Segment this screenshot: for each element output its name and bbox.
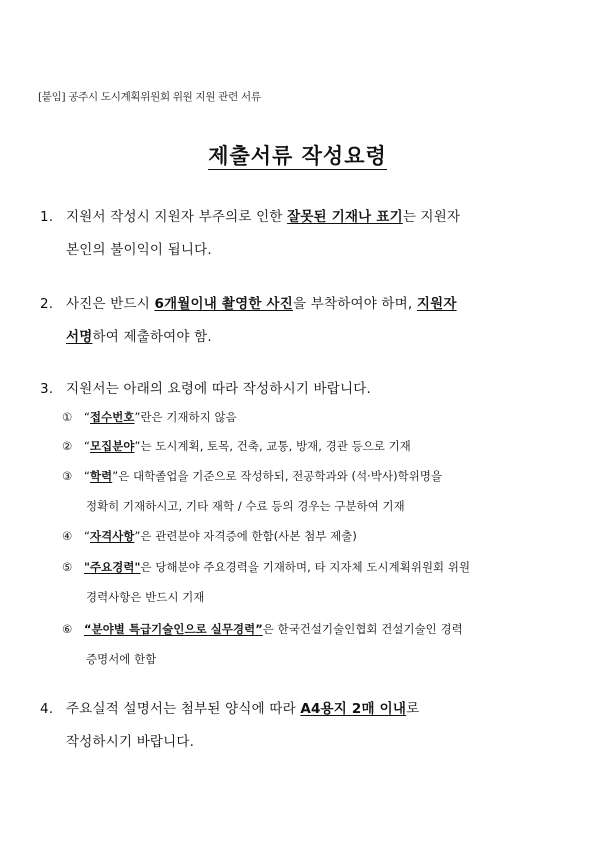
list-item-1-continuation: 본인의 불이익이 됩니다. <box>66 242 212 258</box>
sub-item-2: ② “모집분야”는 도시계획, 토목, 건축, 교통, 방재, 경관 등으로 기재 <box>62 439 411 453</box>
list-item-4-continuation: 작성하시기 바랍니다. <box>66 734 195 750</box>
page-title: 제출서류 작성요령 <box>208 144 387 168</box>
list-item-1: 1. 지원서 작성시 지원자 부주의로 인한 잘못된 기재나 표기는 지원자 <box>40 209 461 225</box>
list-item-3: 3. 지원서는 아래의 요령에 따라 작성하시기 바랍니다. <box>40 381 372 397</box>
list-item-2: 2. 사진은 반드시 6개월이내 촬영한 사진을 부착하여야 하며, 지원자 <box>40 296 457 312</box>
sub-item-6: ⑥ “분야별 특급기술인으로 실무경력”은 한국건설기술인협회 건설기술인 경력 <box>62 622 463 636</box>
list-item-2-continuation: 서명하여 제출하여야 함. <box>66 329 212 345</box>
attachment-header: [붙임] 공주시 도시계획위원회 위원 지원 관련 서류 <box>38 91 261 103</box>
sub-item-3: ③ “학력”은 대학졸업을 기준으로 작성하되, 전공학과와 (석·박사)학위명을 <box>62 469 443 483</box>
sub-item-5: ⑤ "주요경력"은 당해분야 주요경력을 기재하며, 타 지자체 도시계획위원회 위원 <box>62 560 471 574</box>
sub-item-3-continuation: 정확히 기재하시고, 기타 재학 / 수료 등의 경우는 구분하여 기재 <box>86 499 405 513</box>
sub-item-4: ④ “자격사항”은 관련분야 자격증에 한함(사본 첨부 제출) <box>62 529 357 543</box>
sub-item-5-continuation: 경력사항은 반드시 기재 <box>86 590 205 604</box>
list-item-4: 4. 주요실적 설명서는 첨부된 양식에 따라 A4용지 2매 이내로 <box>40 701 420 717</box>
sub-item-6-continuation: 증명서에 한함 <box>86 652 157 666</box>
sub-item-1: ① “접수번호”란은 기재하지 않음 <box>62 410 237 424</box>
